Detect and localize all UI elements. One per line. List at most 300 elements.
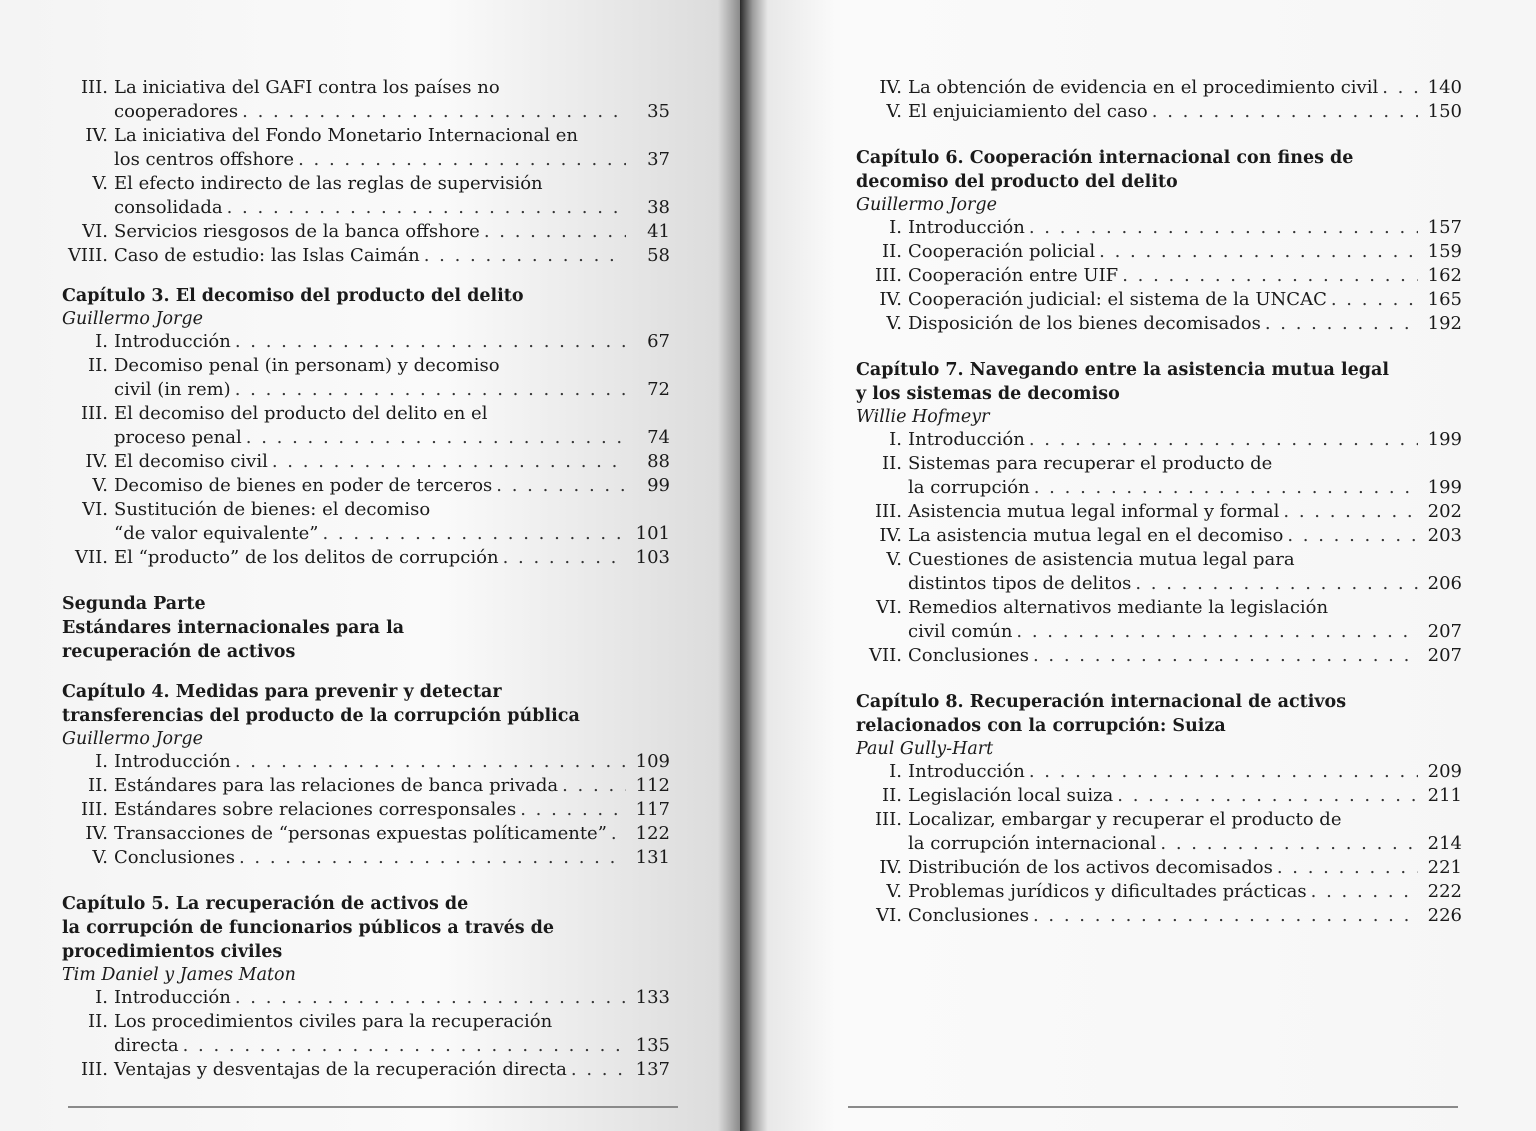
toc-entry-page-number: 207 [1427,645,1462,666]
toc-entry-number: II. [882,241,902,262]
chapter-4-entries [62,750,670,870]
toc-entry-title-line-last [114,846,670,870]
continued-entries-right [856,76,1462,124]
toc-entry-number: III. [874,265,902,286]
toc-entry-text [114,450,670,474]
toc-entry [856,500,1462,524]
toc-leader-dots [1265,312,1418,336]
toc-entry [856,240,1462,264]
toc-entry-text [908,524,1462,548]
toc-entry-title-line1: Cuestiones de asistencia mutua legal para [908,549,1295,570]
toc-entry-page-number: 214 [1427,833,1462,854]
toc-entry [856,904,1462,928]
chapter-5-title-line3: procedimientos civiles [62,942,283,962]
toc-entry-title: Cooperación policial [908,241,1096,262]
toc-leader-dots [1382,76,1418,100]
toc-entry-title: Estándares sobre relaciones corresponsales [114,799,517,820]
toc-entry-title-line-last [908,620,1462,644]
toc-entry-title-line-last [114,330,670,354]
toc-entry-title-line-last [908,524,1462,548]
toc-leader-dots [1016,620,1418,644]
toc-entry-title-line-last [114,798,670,822]
toc-entry-text [114,244,670,268]
toc-entry [62,846,670,870]
chapter-4 [62,680,670,870]
toc-entry-text [908,312,1462,336]
toc-entry-title-line-last [114,546,670,570]
toc-entry-page-number: 159 [1427,241,1462,262]
toc-leader-dots [227,196,626,220]
toc-leader-dots [242,100,626,124]
toc-entry-number: III. [80,1059,108,1080]
toc-entry-text [114,220,670,244]
toc-entry-title-line-last [908,240,1462,264]
toc-entry [62,774,670,798]
chapter-3-title: Capítulo 3. El decomiso del producto del delito [62,286,524,306]
toc-entry-text [114,546,670,570]
toc-entry-title: Asistencia mutua legal informal y formal [908,501,1280,522]
toc-entry-title: Introducción [114,987,231,1008]
toc-entry-number: II. [882,453,902,474]
toc-entry-title: El decomiso civil [114,451,268,472]
right-page-footer-rule [848,1106,1458,1108]
toc-entry-title: proceso penal [114,427,242,448]
chapter-8 [856,690,1462,928]
toc-entry-number: I. [889,761,902,782]
toc-entry-number: IV. [85,823,108,844]
toc-entry-page-number: 122 [635,823,670,844]
toc-entry-title-line-last [114,148,670,172]
toc-entry-page-number: 74 [647,427,670,448]
toc-entry-text [114,822,670,846]
toc-entry-number: I. [95,331,108,352]
toc-leader-dots [1029,428,1418,452]
toc-entry-title: Conclusiones [908,645,1029,666]
toc-leader-dots [611,822,626,846]
toc-entry-number: II. [88,1011,108,1032]
toc-entry-title: Ventajas y desventajas de la recuperación directa [114,1059,567,1080]
toc-entry-title: Introducción [908,761,1025,782]
toc-entry-number: III. [80,799,108,820]
toc-entry-title: la corrupción internacional [908,833,1157,854]
toc-entry-page-number: 199 [1427,429,1462,450]
toc-entry-text [114,1058,670,1082]
chapter-3-author: Guillermo Jorge [62,309,203,329]
toc-entry-title: distintos tipos de delitos [908,573,1132,594]
toc-entry-text [908,264,1462,288]
toc-entry-title: El enjuiciamiento del caso [908,101,1148,122]
toc-entry-text [908,548,1462,596]
toc-entry-page-number: 112 [635,775,670,796]
toc-entry-title: cooperadores [114,101,239,122]
chapter-8-title-line2: relacionados con la corrupción: Suiza [856,716,1226,736]
toc-entry-title-line-last [114,196,670,220]
chapter-6-author: Guillermo Jorge [856,195,997,215]
toc-entry-text [114,846,670,870]
toc-entry-page-number: 133 [635,987,670,1008]
toc-entry-page-number: 101 [635,523,670,544]
toc-entry-text [908,880,1462,904]
toc-entry-number: I. [95,987,108,1008]
toc-entry-number: III. [80,77,108,98]
toc-entry-page-number: 209 [1427,761,1462,782]
toc-entry-text [114,474,670,498]
toc-entry-title: La obtención de evidencia en el procedimiento civil [908,77,1379,98]
left-page-content [62,76,670,1098]
chapter-7-entries [856,428,1462,668]
toc-entry-title: Cooperación entre UIF [908,265,1119,286]
toc-entry-page-number: 117 [635,799,670,820]
toc-entry [856,760,1462,784]
toc-entry-page-number: 103 [635,547,670,568]
toc-entry-text [114,330,670,354]
toc-entry-text [908,500,1462,524]
toc-entry-title-line1: Sistemas para recuperar el producto de [908,453,1273,474]
toc-leader-dots [239,846,626,870]
toc-entry [856,264,1462,288]
toc-leader-dots [1331,288,1418,312]
toc-entry-page-number: 221 [1427,857,1462,878]
toc-entry-number: V. [886,549,902,570]
toc-entry-title-line-last [114,822,670,846]
toc-leader-dots [484,220,626,244]
toc-entry [62,546,670,570]
toc-leader-dots [1029,216,1418,240]
chapter-6-title-line1: Capítulo 6. Cooperación internacional con fines de [856,148,1354,168]
toc-leader-dots [322,522,626,546]
toc-entry-number: III. [80,403,108,424]
toc-entry-number: IV. [879,525,902,546]
chapter-6 [856,146,1462,336]
toc-entry-title-line1: El efecto indirecto de las reglas de supervisión [114,173,543,194]
toc-entry-title-line-last [114,450,670,474]
toc-entry-page-number: 207 [1427,621,1462,642]
toc-entry-number: VI. [82,221,108,242]
toc-entry [856,452,1462,500]
toc-entry-text [908,452,1462,500]
toc-entry-text [114,76,670,124]
chapter-7 [856,358,1462,668]
chapter-7-author: Willie Hofmeyr [856,407,990,427]
chapter-5-title-line1: Capítulo 5. La recuperación de activos de [62,894,469,914]
toc-entry [856,784,1462,808]
chapter-7-title-line2: y los sistemas de decomiso [856,384,1120,404]
toc-entry-number: V. [886,881,902,902]
toc-leader-dots [562,774,626,798]
toc-entry-number: V. [886,313,902,334]
toc-entry-title-line1: Localizar, embargar y recuperar el producto de [908,809,1342,830]
toc-entry-number: I. [889,217,902,238]
toc-entry-text [114,798,670,822]
toc-entry-text [114,172,670,220]
toc-entry-page-number: 67 [647,331,670,352]
toc-entry-title-line1: Decomiso penal (in personam) y decomiso [114,355,500,376]
toc-entry [62,798,670,822]
toc-leader-dots [1117,784,1418,808]
toc-entry [856,644,1462,668]
toc-entry-text [908,288,1462,312]
toc-entry-title: Legislación local suiza [908,785,1114,806]
toc-entry-number: V. [886,101,902,122]
toc-entry-title-line1: La iniciativa del Fondo Monetario Internacional en [114,125,579,146]
part-two-label: Segunda Parte [62,594,206,614]
toc-entry-title-line1: La iniciativa del GAFI contra los países no [114,77,500,98]
toc-leader-dots [496,474,626,498]
toc-entry [62,1010,670,1058]
toc-entry-title-line-last [114,750,670,774]
toc-entry-number: VI. [876,905,902,926]
toc-entry-page-number: 157 [1427,217,1462,238]
left-page [0,0,740,1131]
toc-entry-title-line-last [114,774,670,798]
toc-entry [62,986,670,1010]
toc-entry-text [114,354,670,402]
toc-entry-title: civil común [908,621,1013,642]
toc-entry-number: III. [874,501,902,522]
toc-entry-text [908,240,1462,264]
toc-entry-title: Servicios riesgosos de la banca offshore [114,221,480,242]
toc-entry-number: II. [88,775,108,796]
toc-entry-text [908,644,1462,668]
toc-entry [856,856,1462,880]
toc-leader-dots [1152,100,1418,124]
toc-leader-dots [1283,500,1418,524]
toc-entry [62,822,670,846]
toc-entry [62,244,670,268]
toc-entry-title: Distribución de los activos decomisados [908,857,1273,878]
toc-entry-number: IV. [879,289,902,310]
toc-entry-title: la corrupción [908,477,1030,498]
toc-entry-page-number: 162 [1427,265,1462,286]
part-two-title-line1: Estándares internacionales para la [62,618,405,638]
toc-entry-number: VI. [876,597,902,618]
toc-entry-title: directa [114,1035,179,1056]
toc-entry-title-line-last [908,856,1462,880]
right-page-content [856,76,1462,944]
toc-leader-dots [272,450,626,474]
toc-leader-dots [235,986,626,1010]
toc-entry-title: El “producto” de los delitos de corrupción [114,547,499,568]
toc-entry-title: Problemas jurídicos y dificultades prácticas [908,881,1307,902]
toc-entry-page-number: 137 [635,1059,670,1080]
toc-entry [62,172,670,220]
toc-entry-title: Conclusiones [114,847,235,868]
toc-leader-dots [571,1058,626,1082]
toc-entry-page-number: 41 [647,221,670,242]
toc-entry-title: Cooperación judicial: el sistema de la UNCAC [908,289,1327,310]
toc-entry-number: VII. [869,645,902,666]
chapter-8-title-line1: Capítulo 8. Recuperación internacional de activos [856,692,1347,712]
toc-leader-dots [246,426,626,450]
toc-entry-title-line-last [114,100,670,124]
toc-entry [62,498,670,546]
toc-entry-number: IV. [879,77,902,98]
toc-entry-page-number: 72 [647,379,670,400]
toc-entry-page-number: 202 [1427,501,1462,522]
toc-entry-text [908,100,1462,124]
left-page-footer-rule [68,1106,678,1108]
toc-entry [856,312,1462,336]
toc-entry [856,524,1462,548]
toc-entry-number: II. [882,785,902,806]
toc-entry-text [114,402,670,450]
toc-entry-title: Introducción [114,331,231,352]
toc-entry-title-line-last [114,378,670,402]
toc-entry-page-number: 199 [1427,477,1462,498]
toc-entry-title-line-last [908,428,1462,452]
toc-entry [62,450,670,474]
toc-entry [62,474,670,498]
continued-entries [62,76,670,268]
toc-entry-page-number: 135 [635,1035,670,1056]
toc-entry-title: los centros offshore [114,149,295,170]
toc-entry [62,402,670,450]
toc-leader-dots [183,1034,626,1058]
toc-entry-number: VI. [82,499,108,520]
toc-entry-number: IV. [85,125,108,146]
toc-entry [856,76,1462,100]
toc-entry-page-number: 192 [1427,313,1462,334]
toc-entry-title: Conclusiones [908,905,1029,926]
toc-entry-title-line-last [114,426,670,450]
toc-entry [62,124,670,172]
toc-entry-page-number: 109 [635,751,670,772]
chapter-6-title-line2: decomiso del producto del delito [856,172,1178,192]
part-two-title-line2: recuperación de activos [62,642,296,662]
toc-entry-title-line-last [908,100,1462,124]
toc-entry-text [908,428,1462,452]
toc-leader-dots [235,330,626,354]
toc-entry-text [114,750,670,774]
toc-entry [856,596,1462,644]
toc-entry-title-line1: Remedios alternativos mediante la legislación [908,597,1329,618]
toc-leader-dots [1122,264,1418,288]
toc-leader-dots [503,546,626,570]
toc-entry-number: V. [92,173,108,194]
toc-entry-title-line-last [114,522,670,546]
toc-entry-title: Transacciones de “personas expuestas políticamente” [114,823,607,844]
toc-entry-page-number: 58 [647,245,670,266]
chapter-4-author: Guillermo Jorge [62,729,203,749]
right-page [740,0,1536,1131]
toc-entry-number: III. [874,809,902,830]
toc-entry-page-number: 206 [1427,573,1462,594]
chapter-5 [62,892,670,1082]
toc-entry-title-line-last [908,832,1462,856]
toc-leader-dots [1029,760,1418,784]
toc-entry [856,428,1462,452]
toc-entry-text [114,1010,670,1058]
toc-entry-number: II. [88,355,108,376]
toc-leader-dots [1277,856,1418,880]
toc-entry-title: Estándares para las relaciones de banca privada [114,775,559,796]
toc-entry [856,808,1462,856]
toc-entry-title-line1: El decomiso del producto del delito en el [114,403,488,424]
toc-entry-number: VIII. [67,245,108,266]
toc-entry-page-number: 38 [647,197,670,218]
toc-entry-title: Introducción [908,429,1025,450]
toc-entry [856,216,1462,240]
chapter-4-title-line1: Capítulo 4. Medidas para prevenir y detectar [62,682,502,702]
toc-entry-title-line-last [908,904,1462,928]
toc-entry-page-number: 211 [1427,785,1462,806]
toc-leader-dots [1160,832,1418,856]
toc-entry-title-line-last [908,476,1462,500]
toc-entry-text [908,808,1462,856]
toc-entry-text [114,774,670,798]
toc-leader-dots [1033,644,1418,668]
toc-entry [62,354,670,402]
toc-entry-text [908,904,1462,928]
toc-entry-title-line-last [908,760,1462,784]
toc-entry-page-number: 203 [1427,525,1462,546]
chapter-6-entries [856,216,1462,336]
chapter-5-author: Tim Daniel y James Maton [62,965,296,985]
toc-entry-title: Caso de estudio: las Islas Caimán [114,245,420,266]
toc-entry-page-number: 226 [1427,905,1462,926]
part-two-heading [62,592,670,664]
toc-entry-number: I. [889,429,902,450]
chapter-7-title-line1: Capítulo 7. Navegando entre la asistencia mutua legal [856,360,1389,380]
toc-entry-title-line-last [114,986,670,1010]
toc-entry-text [114,498,670,546]
toc-entry-text [114,986,670,1010]
toc-entry-text [908,856,1462,880]
toc-entry [62,750,670,774]
toc-entry [62,330,670,354]
toc-entry-title: Introducción [908,217,1025,238]
chapter-3-entries [62,330,670,570]
toc-entry-title-line-last [908,880,1462,904]
toc-leader-dots [1099,240,1418,264]
chapter-8-author: Paul Gully-Hart [856,739,994,759]
chapter-4-title-line2: transferencias del producto de la corrupción pública [62,706,580,726]
toc-entry-title-line-last [908,312,1462,336]
toc-entry [62,1058,670,1082]
chapter-3 [62,284,670,570]
toc-leader-dots [235,378,626,402]
toc-entry-page-number: 165 [1427,289,1462,310]
toc-entry-number: V. [92,475,108,496]
toc-entry-title-line-last [908,784,1462,808]
toc-entry-title-line-last [908,216,1462,240]
toc-entry [856,100,1462,124]
toc-entry-text [908,784,1462,808]
toc-entry-title: Disposición de los bienes decomisados [908,313,1261,334]
toc-entry-number: V. [92,847,108,868]
chapter-5-title-line2: la corrupción de funcionarios públicos a través de [62,918,555,938]
toc-entry-number: VII. [75,547,108,568]
toc-entry-title-line-last [908,500,1462,524]
chapter-5-entries [62,986,670,1082]
toc-entry-page-number: 131 [635,847,670,868]
toc-entry-page-number: 35 [647,101,670,122]
toc-leader-dots [1034,476,1418,500]
chapter-8-entries [856,760,1462,928]
toc-entry-number: IV. [879,857,902,878]
toc-entry [62,220,670,244]
toc-leader-dots [1311,880,1418,904]
toc-entry-text [908,596,1462,644]
toc-entry-title-line-last [908,264,1462,288]
toc-entry-title-line-last [114,1058,670,1082]
toc-entry [856,288,1462,312]
toc-entry-text [908,760,1462,784]
toc-leader-dots [1033,904,1418,928]
toc-entry-page-number: 99 [647,475,670,496]
toc-entry [62,76,670,124]
toc-entry-title-line1: Los procedimientos civiles para la recuperación [114,1011,553,1032]
